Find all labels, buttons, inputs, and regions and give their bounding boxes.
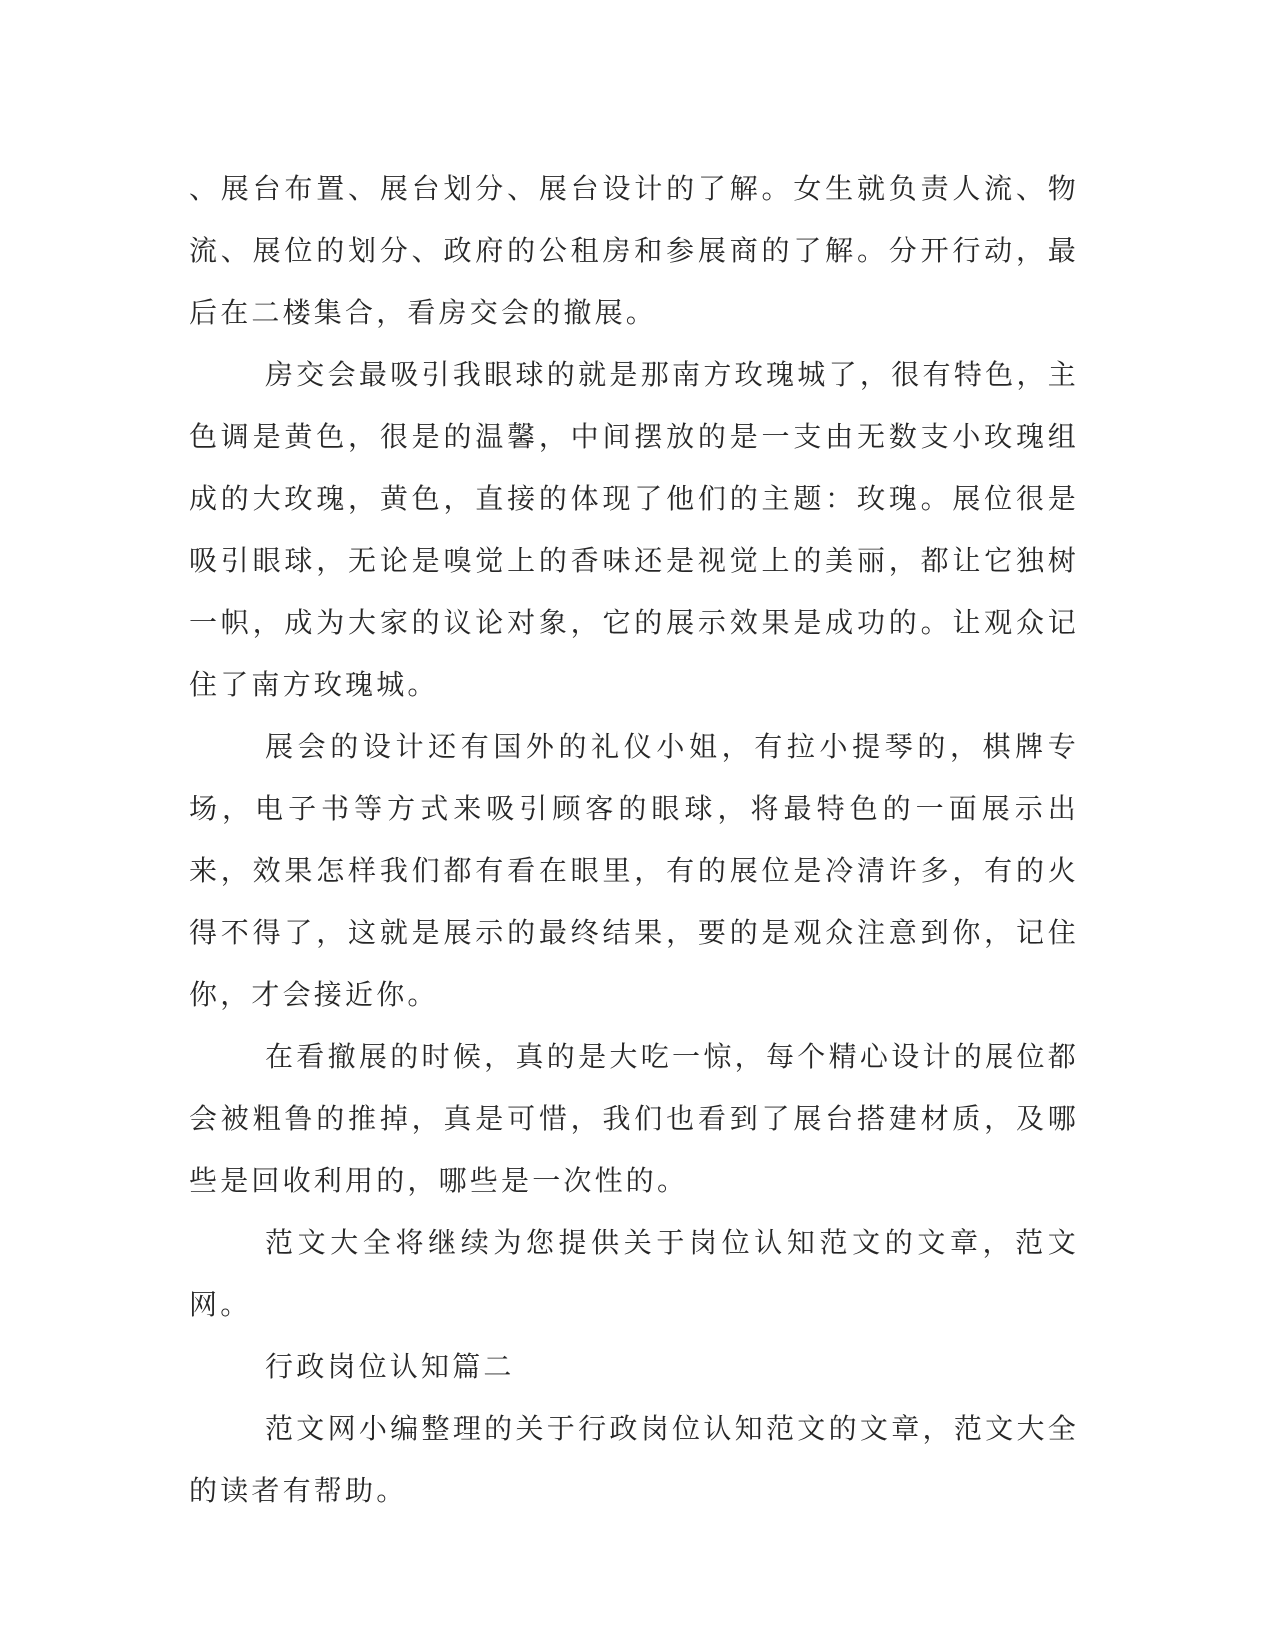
paragraph-5: 范文大全将继续为您提供关于岗位认知范文的文章，范文网。 — [189, 1226, 1079, 1321]
document-body — [189, 158, 1079, 1522]
paragraph-1: 、展台布置、展台划分、展台设计的了解。女生就负责人流、物流、展位的划分、政府的公租房和参展商的了解。分开行动，最后在二楼集合，看房交会的撤展。 — [189, 172, 1079, 329]
paragraph-7: 范文网小编整理的关于行政岗位认知范文的文章，范文大全的读者有帮助。 — [189, 1412, 1079, 1507]
section-heading: 行政岗位认知篇二 — [265, 1350, 515, 1383]
paragraph-3: 展会的设计还有国外的礼仪小姐，有拉小提琴的，棋牌专场，电子书等方式来吸引顾客的眼球，将最特色的一面展示出来，效果怎样我们都有看在眼里，有的展位是冷清许多，有的火得不得了，这就是展示的最终结果，要的是观众注意到你，记住你，才会接近你。 — [189, 730, 1079, 1011]
paragraph-4: 在看撤展的时候，真的是大吃一惊，每个精心设计的展位都会被粗鲁的推掉，真是可惜，我们也看到了展台搭建材质，及哪些是回收利用的，哪些是一次性的。 — [189, 1040, 1079, 1197]
paragraph-2: 房交会最吸引我眼球的就是那南方玫瑰城了，很有特色，主色调是黄色，很是的温馨，中间摆放的是一支由无数支小玫瑰组成的大玫瑰，黄色，直接的体现了他们的主题：玫瑰。展位很是吸引眼球，无论是嗅觉上的香味还是视觉上的美丽，都让它独树一帜，成为大家的议论对象，它的展示效果是成功的。让观众记住了南方玫瑰城。 — [189, 358, 1079, 701]
